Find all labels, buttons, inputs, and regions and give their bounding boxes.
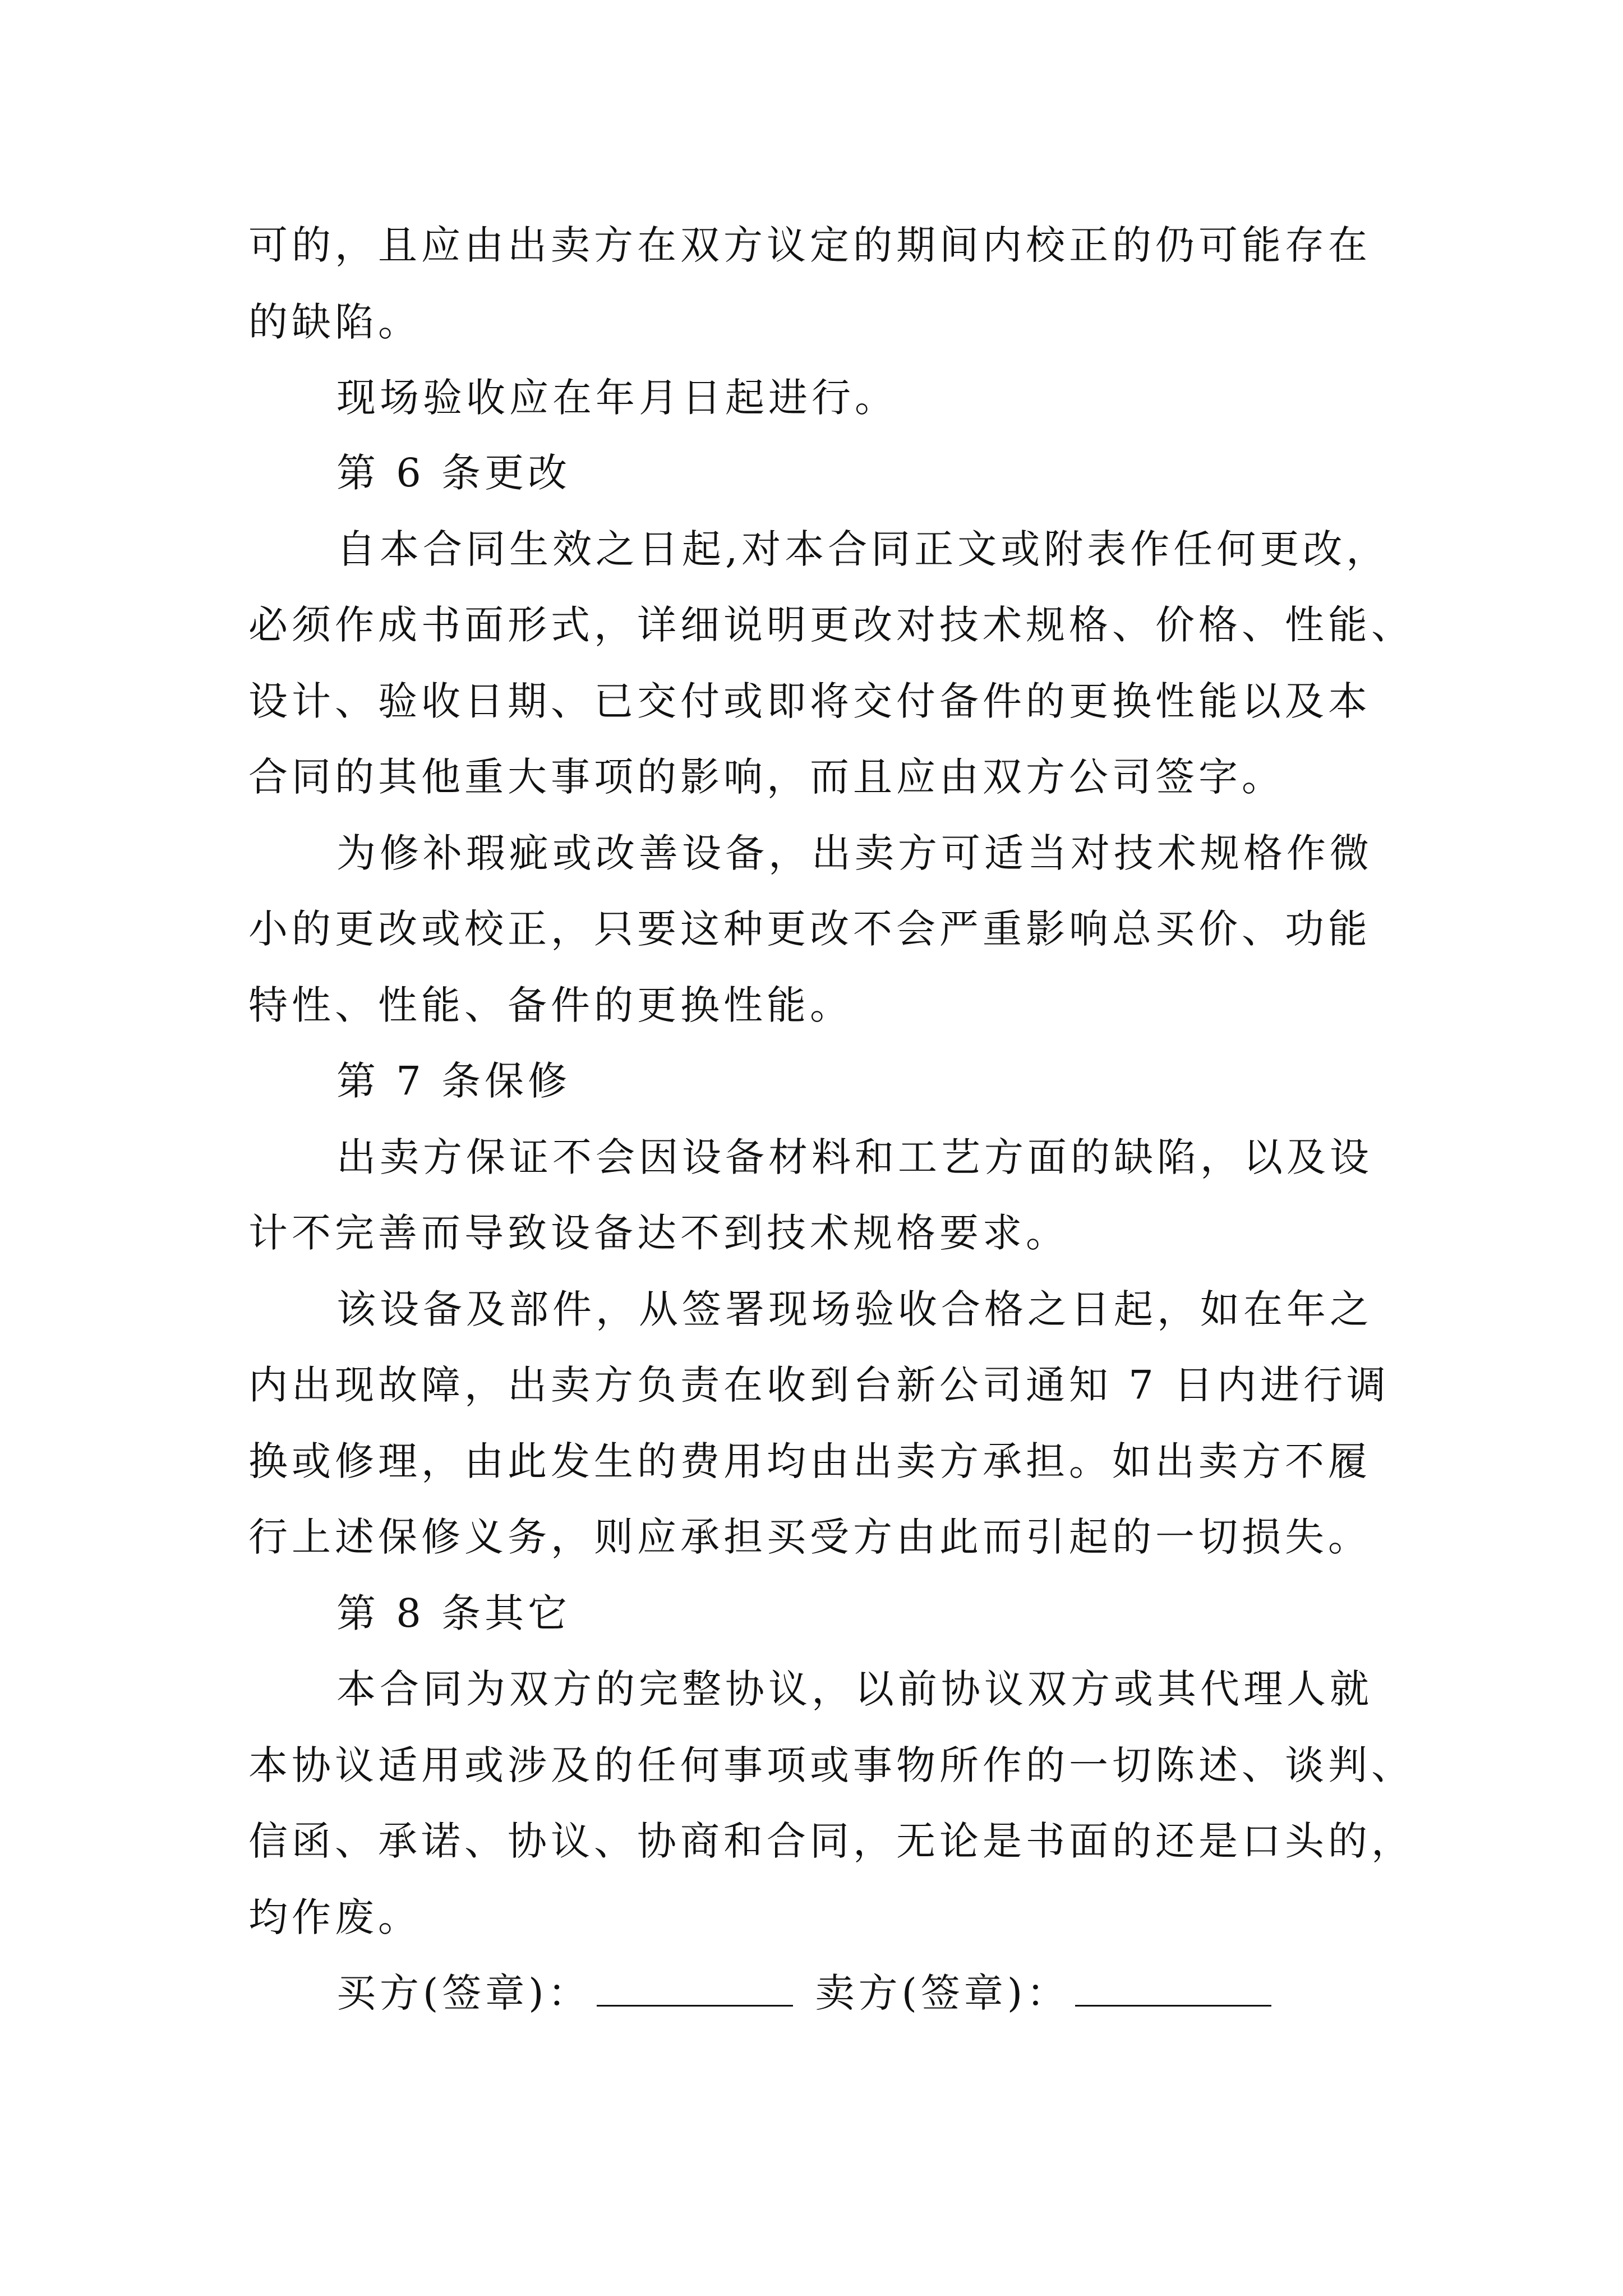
paragraph-line: 本协议适用或涉及的任何事项或事物所作的一切陈述、谈判、 (248, 1742, 1414, 1788)
buyer-signature-blank (597, 1971, 793, 2007)
paragraph-line: 必须作成书面形式，详细说明更改对技术规格、价格、性能、 (248, 602, 1414, 648)
seller-signature-blank (1075, 1971, 1271, 2007)
paragraph-line: 行上述保修义务，则应承担买受方由此而引起的一切损失。 (248, 1514, 1371, 1560)
paragraph-line: 特性、性能、备件的更换性能。 (248, 982, 853, 1028)
paragraph-line: 现场验收应在年月日起进行。 (336, 375, 898, 421)
paragraph-line: 换或修理，由此发生的费用均由出卖方承担。如出卖方不履 (248, 1438, 1371, 1484)
paragraph-line: 该设备及部件，从签署现场验收合格之日起，如在年之 (336, 1286, 1373, 1332)
paragraph-line: 计不完善而导致设备达不到技术规格要求。 (248, 1210, 1069, 1256)
paragraph-line: 均作废。 (248, 1894, 421, 1940)
paragraph-line: 出卖方保证不会因设备材料和工艺方面的缺陷，以及设 (336, 1134, 1373, 1180)
paragraph-line: 合同的其他重大事项的影响，而且应由双方公司签字。 (248, 754, 1285, 800)
section-heading-7: 第 7 条保修 (336, 1058, 571, 1104)
section-heading-6: 第 6 条更改 (336, 450, 571, 496)
paragraph-line: 本合同为双方的完整协议，以前协议双方或其代理人就 (336, 1666, 1373, 1712)
paragraph-line: 自本合同生效之日起,对本合同正文或附表作任何更改， (336, 526, 1390, 572)
paragraph-line: 小的更改或校正，只要这种更改不会严重影响总买价、功能 (248, 906, 1371, 952)
section-heading-8: 第 8 条其它 (336, 1590, 571, 1636)
paragraph-line: 为修补瑕疵或改善设备，出卖方可适当对技术规格作微 (336, 830, 1373, 876)
paragraph-line: 信函、承诺、协议、协商和合同，无论是书面的还是口头的， (248, 1818, 1414, 1864)
signature-line (336, 1968, 1294, 2018)
paragraph-line: 设计、验收日期、已交付或即将交付备件的更换性能以及本 (248, 678, 1371, 724)
paragraph-line: 的缺陷。 (248, 299, 421, 345)
paragraph-line: 可的，且应由出卖方在双方议定的期间内校正的仍可能存在 (248, 222, 1371, 268)
paragraph-line: 内出现故障，出卖方负责在收到台新公司通知 7 日内进行调 (248, 1362, 1390, 1408)
seller-signature-label: 卖方(签章)： (815, 1970, 1070, 2016)
buyer-signature-label: 买方(签章)： (336, 1970, 591, 2016)
